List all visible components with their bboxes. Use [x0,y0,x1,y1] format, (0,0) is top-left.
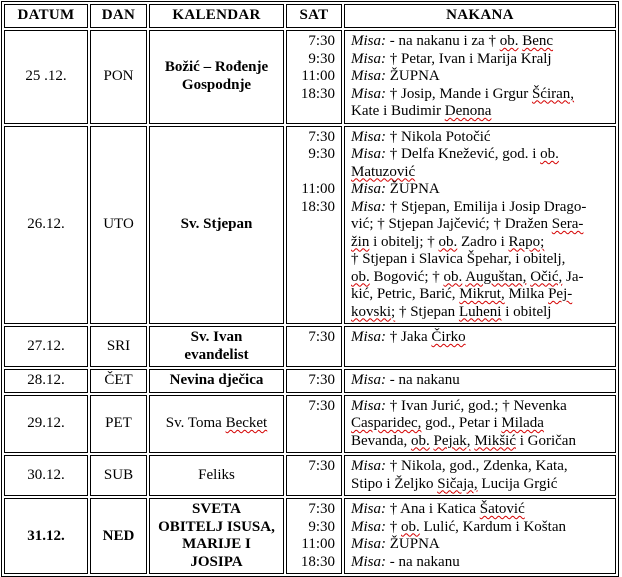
intention-cell [344,369,616,393]
mass-time [287,286,335,304]
intention-line [351,458,613,476]
day-cell: NED [90,498,147,574]
text-run: † Stjepan [395,303,459,320]
schedule-table-body [4,30,616,574]
mass-time [287,554,335,572]
mass-time [287,181,335,199]
intention-cell [344,498,616,574]
text-run: Sv. Ivan [190,329,243,345]
text-run: SVETA [192,501,241,517]
calendar-line [151,467,282,485]
text-run: † Ivan Jurić, god.; † Nevenka [386,397,567,414]
calendar-line [151,372,282,390]
schedule-row [4,30,616,124]
text-run: Lulić, Kardum i Koštan [419,518,566,535]
misspelled-word: Čirko [431,329,466,345]
column-header-datum: DATUM [4,4,88,28]
day-cell: SRI [90,326,147,367]
column-header-sat: SAT [286,4,342,28]
mass-time [287,129,335,147]
intention-line [351,181,613,199]
text-run: Lucija Grgić [477,475,558,492]
mass-time [287,103,335,121]
intention-line [351,501,613,519]
text-run: Kate i Budimir [351,103,445,119]
misspelled-word: ob. [443,268,463,285]
text-run: 7:30 [308,372,335,388]
time-cell [286,30,342,124]
intention-line [351,103,613,121]
intention-line [351,415,613,433]
text-run: i obitelj [501,303,552,320]
text-run: evanđelist [184,346,249,363]
calendar-line [151,554,282,572]
mass-time [287,216,335,234]
calendar-cell [149,369,284,393]
text-run: 18:30 [300,198,335,215]
misspelled-word: Denona [444,103,492,119]
calendar-cell [149,395,284,454]
mass-time [287,269,335,287]
mass-time [287,329,335,347]
text-run: 11:00 [301,68,335,84]
misspelled-word: Rapo; [508,233,545,250]
misspelled-word: Mikrut, [459,286,505,302]
misa-label: Misa: [351,536,386,552]
calendar-cell [149,326,284,367]
intention-line [351,199,613,217]
schedule-row [4,455,616,496]
text-run: † Delfa Knežević, god. i [386,146,541,162]
day-cell: SUB [90,455,147,496]
misspelled-word: Pejak, [433,432,471,449]
misspelled-word: Luheni [458,303,502,320]
mass-time [287,398,335,416]
text-run: † Stjepan i Slavica Špehar, i obitelj, [351,251,566,267]
schedule-table [1,1,619,577]
intention-line [351,269,613,287]
text-run: † [386,518,401,535]
calendar-line [151,77,282,95]
date-cell: 28.12. [4,369,88,393]
mass-time [287,68,335,86]
intention-line [351,68,613,86]
intention-line [351,164,613,182]
calendar-cell [149,498,284,574]
intention-cell [344,326,616,367]
misa-label: Misa: [351,68,386,84]
text-run: 9:30 [308,518,335,535]
misspelled-word: žin [351,233,370,250]
misa-label: Misa: [351,146,386,162]
text-run: † Nikola, god., Zdenka, Kata, [386,458,568,474]
misspelled-word: Šćiran, [531,85,575,102]
calendar-line [151,216,282,234]
text-run: Gospodnje [181,76,252,93]
date-cell: 26.12. [4,126,88,325]
calendar-cell [149,455,284,496]
mass-time [287,33,335,51]
intention-line [351,51,613,69]
text-run: - na nakanu [386,553,460,570]
intention-line [351,234,613,252]
text-run: god., Petar i [421,415,502,431]
misa-label: Misa: [351,33,386,49]
intention-line [351,536,613,554]
intention-line [351,129,613,147]
misspelled-word: ob. [401,518,420,535]
intention-cell [344,395,616,454]
mass-time [287,433,335,451]
text-run: 11:00 [301,536,335,552]
text-run: † Nikola Potočić [386,128,491,145]
text-run: Milka [504,286,549,302]
misa-label: Misa: [351,458,386,474]
text-run: - na nakanu i za † [386,33,500,49]
text-run: 9:30 [308,146,335,162]
text-run: Feliks [198,466,235,483]
text-run: Sv. Toma [165,415,226,431]
intention-line [351,216,613,234]
misspelled-word: Mikšić [474,432,516,449]
text-run: Božić – Rođenje [164,59,269,76]
misa-label: Misa: [351,50,386,67]
text-run: 7:30 [308,33,335,49]
schedule-row [4,126,616,325]
mass-time [287,251,335,269]
misspelled-word: Šatović [479,501,525,517]
misspelled-word: Auguštan, [465,268,527,285]
intention-line [351,554,613,572]
header-row [4,4,616,28]
misa-label: Misa: [351,85,386,102]
intention-line [351,286,613,304]
text-run: 7:30 [308,329,335,345]
calendar-line [151,329,282,347]
text-run: 7:30 [308,501,335,517]
text-run: i Goričan [515,432,576,449]
intention-cell [344,30,616,124]
date-cell: 25 .12. [4,30,88,124]
text-run: 7:30 [308,458,335,474]
mass-time [287,519,335,537]
mass-time [287,234,335,252]
misspelled-word: Benc [522,33,554,49]
calendar-cell [149,126,284,325]
time-cell [286,455,342,496]
mass-time [287,501,335,519]
misspelled-word: Becket [225,415,268,431]
misspelled-word: Casparidec, [351,415,422,431]
date-cell: 30.12. [4,455,88,496]
mass-time [287,304,335,322]
misa-label: Misa: [351,372,386,388]
date-cell: 27.12. [4,326,88,367]
text-run: i obitelj; † [369,233,439,250]
calendar-line [151,536,282,554]
intention-line [351,146,613,164]
misa-label: Misa: [351,397,386,414]
misa-label: Misa: [351,553,386,570]
text-run: Stipo i Željko [351,475,438,492]
calendar-line [151,519,282,537]
mass-time [287,199,335,217]
day-cell: PON [90,30,147,124]
intention-line [351,251,613,269]
text-run: - na nakanu [386,372,460,388]
day-cell: UTO [90,126,147,325]
text-run: ŽUPNA [386,536,440,552]
intention-line [351,86,613,104]
intention-cell [344,455,616,496]
text-run: OBITELJ ISUSA, [158,518,275,535]
misa-label: Misa: [351,128,386,145]
day-cell: ČET [90,369,147,393]
mass-time [287,51,335,69]
time-cell [286,369,342,393]
text-run: 11:00 [301,181,335,197]
intention-line [351,304,613,322]
misa-label: Misa: [351,501,386,517]
mass-time [287,536,335,554]
misspelled-word: ob. [351,268,370,285]
text-run: Ja- [562,268,584,285]
column-header-dan: DAN [90,4,147,28]
intention-line [351,433,613,451]
schedule-row [4,369,616,393]
time-cell [286,498,342,574]
text-run: MARIJE I [182,536,251,552]
date-cell: 31.12. [4,498,88,574]
misspelled-word: ob. [540,146,559,162]
text-run: Bevanda, [351,432,411,449]
text-run: ŽUPNA [386,68,440,84]
mass-time [287,86,335,104]
intention-line [351,519,613,537]
text-run: Zadro i [457,233,509,250]
mass-time [287,372,335,390]
schedule-row [4,395,616,454]
text-run: JOSIPA [190,553,243,570]
mass-time [287,164,335,182]
column-header-kalendar: KALENDAR [149,4,284,28]
text-run: 9:30 [308,50,335,67]
misa-label: Misa: [351,181,386,197]
mass-time [287,415,335,433]
schedule-row [4,326,616,367]
misspelled-word: ob. [410,432,430,449]
misspelled-word: Matuzović [351,163,416,180]
text-run: † Petar, Ivan i Marija Kralj [386,50,552,67]
day-cell: PET [90,395,147,454]
time-cell [286,326,342,367]
mass-time [287,476,335,494]
misspelled-word: Sičaja, [437,475,478,492]
misspelled-word: ob. [438,233,458,250]
text-run: kić, Petric, Barić, [351,286,460,302]
time-cell [286,395,342,454]
text-run: Nevina dječica [169,372,264,388]
misspelled-word: kovski; [351,303,396,320]
text-run: Sv. Stjepan [180,216,253,232]
calendar-line [151,415,282,433]
intention-line [351,476,613,494]
text-run: † Ana i Katica [386,501,480,517]
misspelled-word: Očić, [530,268,563,285]
mass-time [287,458,335,476]
misa-label: Misa: [351,518,386,535]
intention-line [351,33,613,51]
text-run: ŽUPNA [386,181,440,197]
text-run: 7:30 [308,397,335,414]
misa-label: Misa: [351,329,386,345]
intention-line [351,372,613,390]
text-run: † Stjepan, Emilija i Josip Drago- [386,198,587,215]
text-run: † Jaka [386,329,432,345]
text-run: † Josip, Mande i Grgur [386,85,532,102]
schedule-row [4,498,616,574]
misspelled-word: Milada [501,415,544,431]
text-run: Bogović; † [369,268,444,285]
column-header-nakana: NAKANA [344,4,616,28]
calendar-line [151,501,282,519]
calendar-line [151,347,282,365]
date-cell: 29.12. [4,395,88,454]
text-run: 7:30 [308,128,335,145]
intention-line [351,398,613,416]
calendar-cell [149,30,284,124]
misspelled-word: Sera- [551,216,584,232]
misa-label: Misa: [351,198,386,215]
text-run: 18:30 [300,553,335,570]
mass-time [287,146,335,164]
misspelled-word: ob. [499,33,519,49]
intention-cell [344,126,616,325]
time-cell [286,126,342,325]
calendar-line [151,59,282,77]
misspelled-word: Pej- [548,286,573,302]
intention-line [351,329,613,347]
text-run: vić; † Stjepan Jajčević; † Dražen [351,216,552,232]
text-run: 18:30 [300,85,335,102]
